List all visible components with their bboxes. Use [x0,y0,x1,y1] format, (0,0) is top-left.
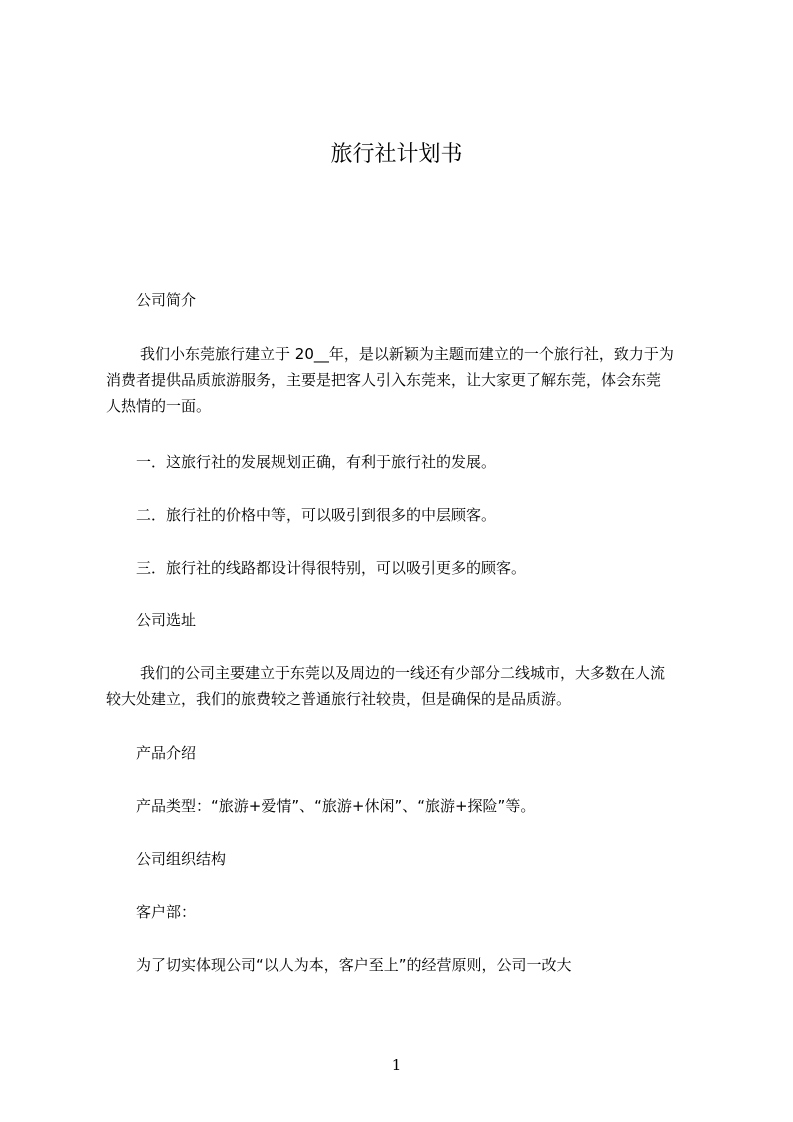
location-paragraph-line-1: 我们的公司主要建立于东莞以及周边的一线还有少部分二线城市，大多数在人流 [140,664,666,682]
org-structure-heading: 公司组织结构 [136,850,227,868]
point-2: 二．旅行社的价格中等，可以吸引到很多的中层顾客。 [136,506,497,524]
location-paragraph [106,660,706,712]
product-heading: 产品介绍 [136,744,197,762]
intro-heading: 公司简介 [136,291,197,309]
product-types: 产品类型：“旅游+爱情”、“旅游+休闲”、“旅游+探险”等。 [136,797,536,815]
intro-paragraph-line-2: 消费者提供品质旅游服务，主要是把客人引入东莞来，让大家更了解东莞，体会东莞 [106,371,662,389]
intro-paragraph-line-3: 人热情的一面。 [106,397,212,415]
page-number: 1 [391,1056,402,1074]
client-department-text: 为了切实体现公司“以人为本，客户至上”的经营原则，公司一改大 [136,956,572,974]
point-1: 一．这旅行社的发展规划正确，有利于旅行社的发展。 [136,453,497,471]
intro-paragraph-line-1: 我们小东莞旅行建立于 20__年，是以新颖为主题而建立的一个旅行社，致力于为 [140,345,674,363]
document-title: 旅行社计划书 [330,142,463,167]
intro-paragraph [106,341,706,419]
client-department-heading: 客户部： [136,903,197,921]
location-heading: 公司选址 [136,611,197,629]
location-paragraph-line-2: 较大处建立，我们的旅费较之普通旅行社较贵，但是确保的是品质游。 [106,690,572,708]
point-3: 三．旅行社的线路都设计得很特别，可以吸引更多的顾客。 [136,559,527,577]
